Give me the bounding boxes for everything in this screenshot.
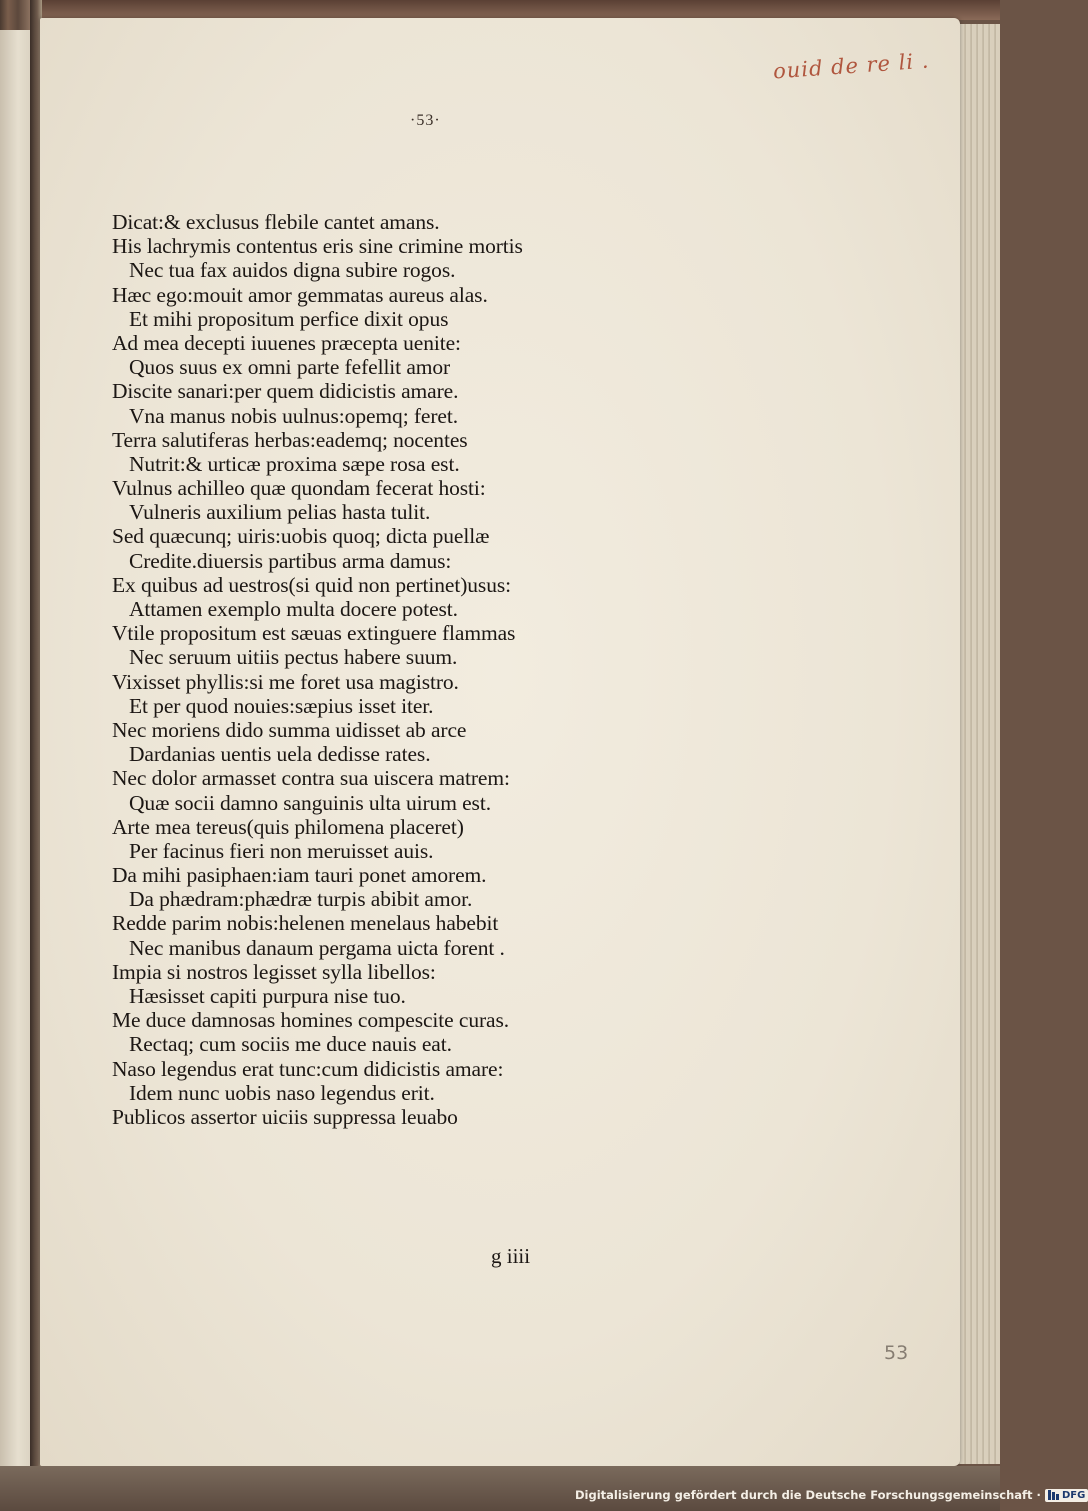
verse-line: Sed quæcunq; uiris:uobis quoq; dicta puellæ [112,524,490,549]
facing-page-edge [0,30,34,1470]
verse-line: Per facinus fieri non meruisset auis. [129,838,434,863]
verse-line: Hæc ego:mouit amor gemmatas aureus alas. [112,282,488,307]
verse-line: Redde parim nobis:helenen menelaus habebit [112,911,499,936]
verse-line: His lachrymis contentus eris sine crimine mortis [112,234,523,259]
verse-line: Rectaq; cum sociis me duce nauis eat. [129,1032,452,1057]
verse-line: Quæ socii damno sanguinis ulta uirum est. [129,790,491,815]
verse-line: Me duce damnosas homines compescite curas. [112,1008,510,1033]
dfg-logo [1045,1489,1088,1502]
verse-line: Nec manibus danaum pergama uicta forent . [129,935,505,960]
verse-line: Credite.diuersis partibus arma damus: [129,548,452,573]
pencil-page-number: 53 [884,1342,909,1364]
digitization-credit [575,1486,1088,1504]
verse-line: Vulnus achilleo quæ quondam fecerat hosti: [112,476,486,501]
verse-line: Ad mea decepti iuuenes præcepta uenite: [112,330,461,355]
verse-line: Vulneris auxilium pelias hasta tulit. [129,500,431,525]
verse-line: Terra salutiferas herbas:eademq; nocentes [112,427,468,452]
verse-line: Nec tua fax auidos digna subire rogos. [129,258,456,283]
credit-text: Digitalisierung gefördert durch die Deutsche Forschungsgemeinschaft · [575,1488,1041,1502]
verse-line: Nec moriens dido summa uidisset ab arce [112,717,467,742]
book-cover-top [40,0,1000,20]
verse-line: Arte mea tereus(quis philomena placeret) [112,814,464,839]
verse-line: Naso legendus erat tunc:cum didicistis amare: [112,1056,504,1081]
verse-list [112,210,572,1129]
dfg-logo-text: DFG [1061,1489,1086,1501]
verse-line: Impia si nostros legisset sylla libellos: [112,959,436,984]
verse-line: Idem nunc uobis naso legendus erit. [129,1080,435,1105]
verse-line: Vixisset phyllis:si me foret usa magistro. [112,669,459,694]
verse-line: Dardanias uentis uela dedisse rates. [129,742,431,767]
verse-line: Vna manus nobis uulnus:opemq; feret. [129,403,458,428]
handwritten-annotation: ouid de re li . [772,48,931,84]
verse-line: Quos suus ex omni parte fefellit amor [129,355,451,380]
verse-line: Nec dolor armasset contra sua uiscera matrem: [112,766,510,791]
verse-line: Vtile propositum est sæuas extinguere flammas [112,621,516,646]
verse-line: Et mihi propositum perfice dixit opus [129,306,449,331]
signature-mark: g iiii [491,1244,531,1268]
verse-line: Da mihi pasiphaen:iam tauri ponet amorem. [112,863,487,888]
verse-line: Attamen exemplo multa docere potest. [129,597,458,621]
verse-line: Discite sanari:per quem didicistis amare. [112,379,459,404]
folio-number: ·53· [410,112,441,129]
verse-line: Dicat:& exclusus flebile cantet amans. [112,210,440,234]
page-edges [955,24,1000,1464]
verse-line: Et per quod nouies:sæpius isset iter. [129,693,434,718]
verse-line: Nec seruum uitiis pectus habere suum. [129,645,458,670]
dfg-logo-icon [1048,1490,1060,1500]
verse-line: Publicos assertor uiciis suppressa leuabo [112,1104,458,1129]
verse-line: Ex quibus ad uestros(si quid non pertinet)usus: [112,572,511,597]
verse-line: Hæsisset capiti purpura nise tuo. [129,984,406,1008]
verse-line: Da phædram:phædræ turpis abibit amor. [129,887,473,912]
verse-line: Nutrit:& urticæ proxima sæpe rosa est. [129,451,460,476]
